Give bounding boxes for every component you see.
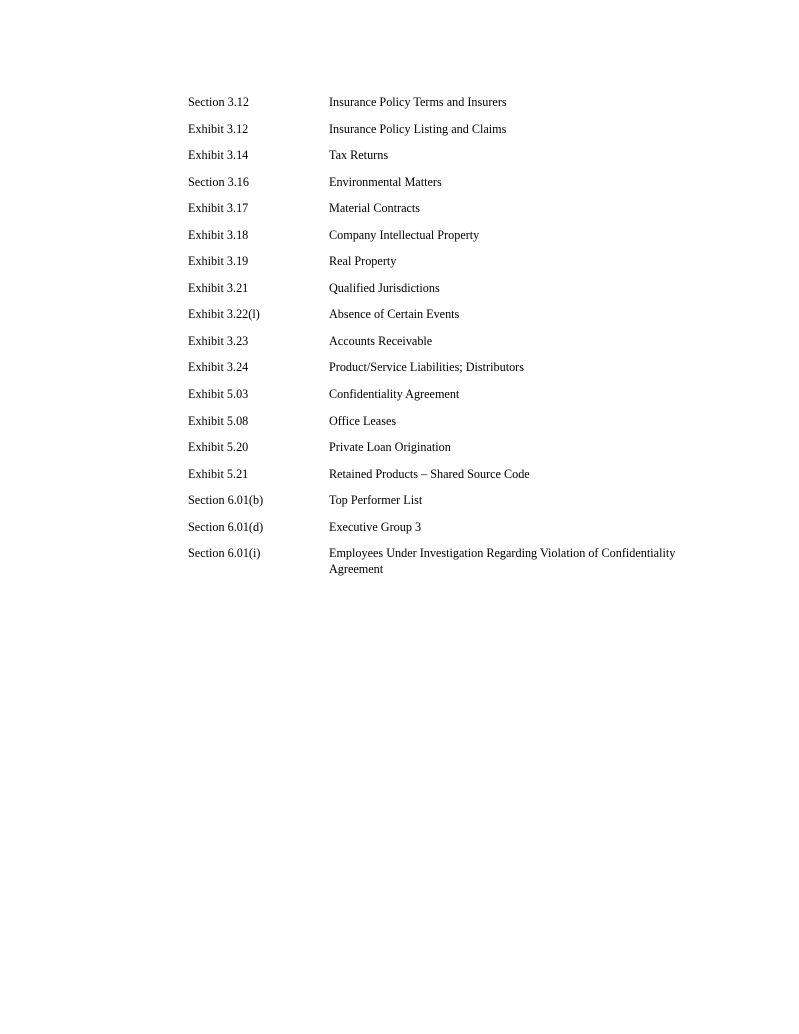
schedule-reference: Section 3.16	[188, 174, 249, 189]
schedule-title: Tax Returns	[329, 148, 389, 163]
schedule-title: Insurance Policy Terms and Insurers	[329, 95, 507, 109]
schedule-title: Material Contracts	[329, 201, 421, 216]
schedule-reference: Exhibit 5.21	[188, 466, 249, 481]
schedule-title: Confidentiality Agreement	[329, 387, 460, 402]
schedule-title: Accounts Receivable	[329, 333, 433, 348]
schedule-reference: Exhibit 3.23	[188, 333, 249, 348]
schedule-reference: Section 3.12	[188, 95, 249, 109]
schedule-row	[188, 359, 728, 375]
schedule-row	[188, 147, 728, 163]
schedule-title: Absence of Certain Events	[329, 307, 460, 322]
schedule-reference: Exhibit 3.19	[188, 254, 249, 269]
schedule-reference: Exhibit 3.21	[188, 280, 249, 295]
schedule-row	[188, 280, 728, 296]
schedule-title: Product/Service Liabilities; Distributors	[329, 360, 524, 375]
schedule-title: Insurance Policy Listing and Claims	[329, 121, 507, 136]
schedule-reference: Section 6.01(d)	[188, 519, 264, 534]
schedule-reference: Exhibit 3.14	[188, 148, 249, 163]
schedule-title: Real Property	[329, 254, 397, 269]
schedule-reference: Exhibit 3.12	[188, 121, 249, 136]
schedule-title: Private Loan Origination	[329, 440, 451, 455]
schedule-row	[188, 174, 728, 190]
schedule-title: Executive Group 3	[329, 519, 422, 534]
schedule-row	[188, 200, 728, 216]
schedule-row	[188, 519, 728, 535]
schedule-title: Top Performer List	[329, 493, 423, 508]
schedule-reference: Section 6.01(i)	[188, 546, 261, 561]
schedule-title: Company Intellectual Property	[329, 227, 480, 242]
schedule-row	[188, 439, 728, 455]
schedule-title: Office Leases	[329, 413, 397, 428]
schedule-title: Retained Products – Shared Source Code	[329, 466, 530, 481]
schedule-row	[188, 413, 728, 429]
schedule-row	[188, 492, 728, 508]
schedule-row	[188, 386, 728, 402]
schedule-row	[188, 333, 728, 349]
schedule-reference: Exhibit 5.03	[188, 387, 249, 402]
schedule-row	[188, 545, 728, 577]
schedule-list	[188, 94, 728, 588]
schedule-reference: Exhibit 3.18	[188, 227, 249, 242]
schedule-row	[188, 306, 728, 322]
schedule-reference: Exhibit 3.24	[188, 360, 249, 375]
schedule-row	[188, 253, 728, 269]
schedule-reference: Exhibit 5.20	[188, 440, 249, 455]
schedule-reference: Exhibit 5.08	[188, 413, 249, 428]
schedule-reference: Exhibit 3.17	[188, 201, 249, 216]
schedule-title: Employees Under Investigation Regarding Violation of Confidentiality Agreement	[329, 546, 676, 577]
schedule-reference: Exhibit 3.22(l)	[188, 307, 260, 322]
schedule-title: Environmental Matters	[329, 174, 442, 189]
schedule-row	[188, 121, 728, 137]
schedule-row	[188, 227, 728, 243]
schedule-row	[188, 466, 728, 482]
schedule-title: Qualified Jurisdictions	[329, 280, 440, 295]
schedule-row	[188, 94, 728, 110]
schedule-reference: Section 6.01(b)	[188, 493, 264, 508]
